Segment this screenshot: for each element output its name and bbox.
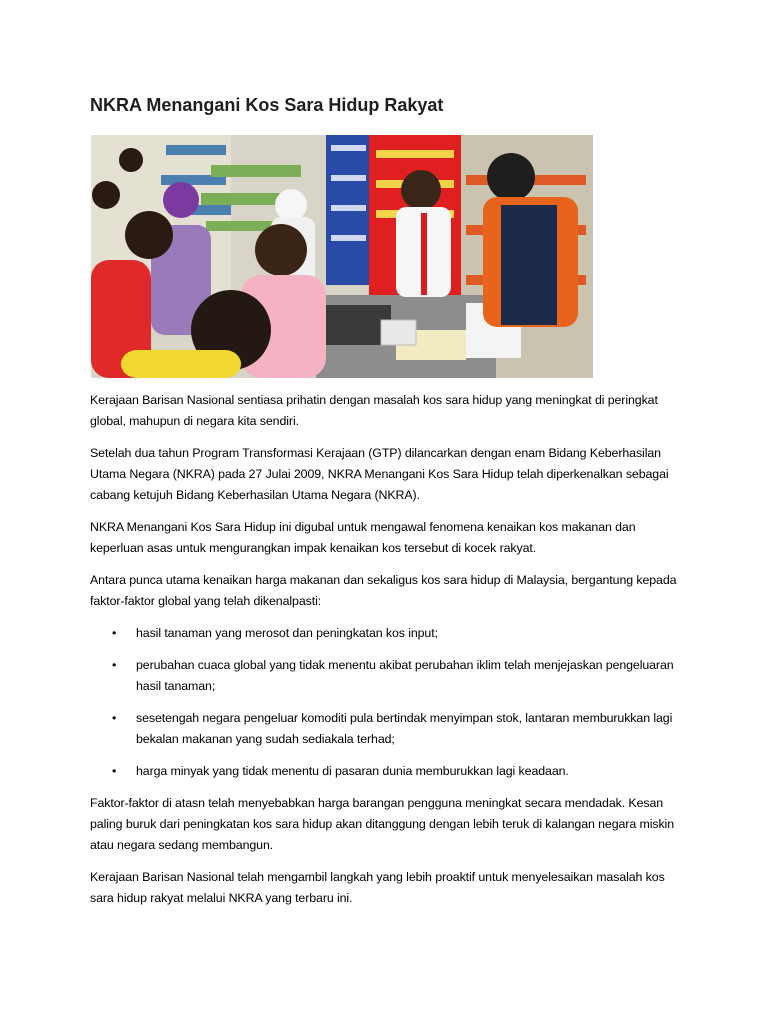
list-item-text: harga minyak yang tidak menentu di pasaran dunia memburukkan lagi keadaan. xyxy=(136,764,569,778)
list-item-text: perubahan cuaca global yang tidak menentu akibat perubahan iklim telah menjejaskan pengeluaran hasil tanaman; xyxy=(136,658,674,693)
paragraph-intro: Kerajaan Barisan Nasional sentiasa prihatin dengan masalah kos sara hidup yang meningkat di peringkat global, mahupun di negara kita sendiri. xyxy=(90,393,658,428)
bullet-marker: • xyxy=(112,626,117,640)
paragraph-purpose: NKRA Menangani Kos Sara Hidup ini digubal untuk mengawal fenomena kenaikan kos makanan dan keperluan asas untuk mengurangkan impak kenaikan kos tersebut di kocek rakyat. xyxy=(90,520,636,555)
paragraph-effects: Faktor-faktor di atasn telah menyebabkan harga barangan pengguna meningkat secara mendadak. Kesan paling buruk dari peningkatan kos sara hidup akan ditanggung dengan lebih teruk di kalangan negara miskin atau negara sedang membangun. xyxy=(90,796,674,852)
list-item-text: sesetengah negara pengeluar komoditi pula bertindak menyimpan stok, lantaran memburukkan lagi bekalan makanan yang sudah sediakala terhad; xyxy=(136,711,673,746)
page-title: NKRA Menangani Kos Sara Hidup Rakyat xyxy=(90,95,444,115)
list-item xyxy=(90,655,682,697)
causes-bullet-list xyxy=(90,623,682,782)
list-item xyxy=(90,623,682,644)
supermarket-checkout-photo xyxy=(91,135,593,378)
list-item-text: hasil tanaman yang merosot dan peningkatan kos input; xyxy=(136,626,438,640)
bullet-marker: • xyxy=(112,658,117,672)
list-item xyxy=(90,761,682,782)
paragraph-causes: Antara punca utama kenaikan harga makanan dan sekaligus kos sara hidup di Malaysia, bergantung kepada faktor-faktor global yang telah dikenalpasti: xyxy=(90,573,677,608)
article-body xyxy=(90,390,682,920)
bullet-marker: • xyxy=(112,764,117,778)
paragraph-conclusion: Kerajaan Barisan Nasional telah mengambil langkah yang lebih proaktif untuk menyelesaikan masalah kos sara hidup rakyat melalui NKRA yang terbaru ini. xyxy=(90,870,665,905)
paragraph-gtp: Setelah dua tahun Program Transformasi Kerajaan (GTP) dilancarkan dengan enam Bidang Keberhasilan Utama Negara (NKRA) pada 27 Julai 2009, NKRA Menangani Kos Sara Hidup telah diperkenalkan sebagai cabang ketujuh Bidang Keberhasilan Utama Negara (NKRA). xyxy=(90,446,669,502)
list-item xyxy=(90,708,682,750)
bullet-marker: • xyxy=(112,711,117,725)
